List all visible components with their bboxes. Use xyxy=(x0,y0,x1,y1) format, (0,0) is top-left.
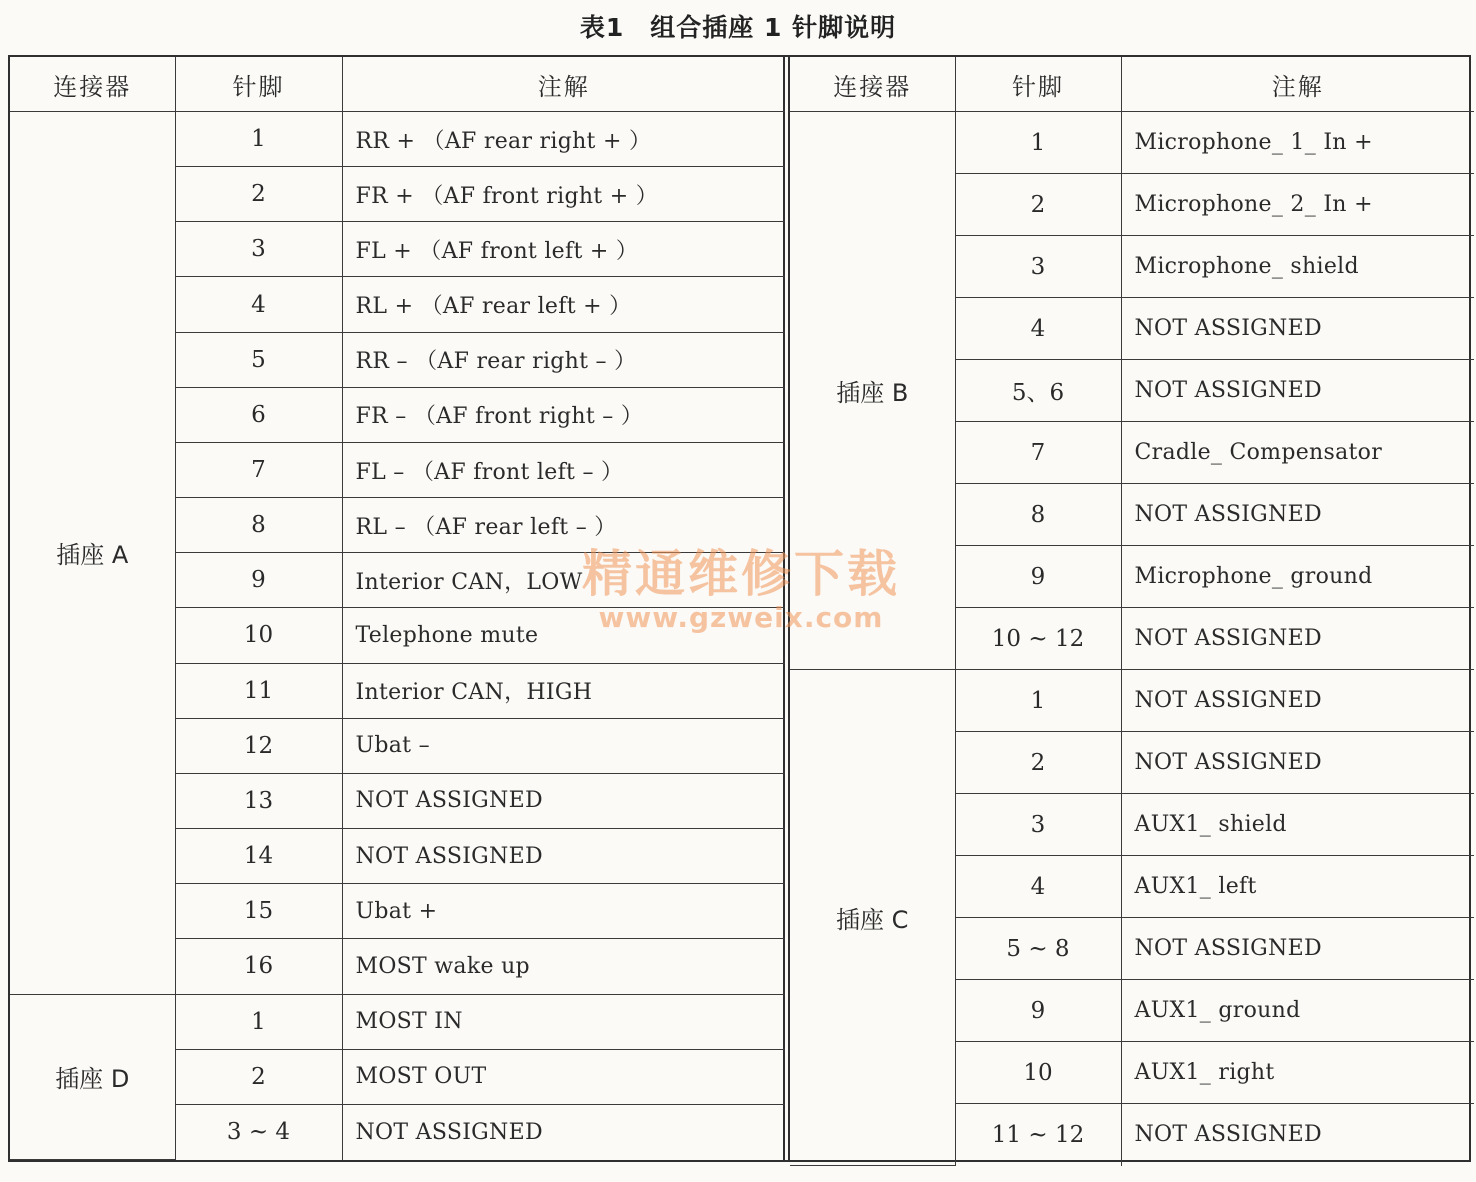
pin-cell: 2 xyxy=(955,732,1121,794)
pin-header: 针脚 xyxy=(175,57,342,112)
pin-cell: 4 xyxy=(955,298,1121,360)
table-row xyxy=(10,994,785,1049)
note-cell: NOT ASSIGNED xyxy=(1121,670,1474,732)
note-cell: FR + （AF front right + ） xyxy=(342,167,785,222)
pin-cell: 1 xyxy=(175,112,342,167)
note-cell: Cradle_ Compensator xyxy=(1121,422,1474,484)
note-cell: NOT ASSIGNED xyxy=(1121,918,1474,980)
pin-table xyxy=(8,55,1471,1162)
note-cell: Telephone mute xyxy=(342,608,785,663)
left-table xyxy=(10,57,785,1160)
note-cell: MOST IN xyxy=(342,994,785,1049)
note-cell: NOT ASSIGNED xyxy=(342,773,785,828)
pin-cell: 6 xyxy=(175,387,342,442)
pin-cell: 10 ~ 12 xyxy=(955,608,1121,670)
pin-cell: 4 xyxy=(175,277,342,332)
pin-cell: 10 xyxy=(175,608,342,663)
pin-cell: 10 xyxy=(955,1042,1121,1104)
connector-cell: 插座 C xyxy=(790,670,955,1166)
note-cell: Microphone_ 2_ In + xyxy=(1121,174,1474,236)
note-cell: Interior CAN，LOW xyxy=(342,553,785,608)
note-cell: AUX1_ ground xyxy=(1121,980,1474,1042)
pin-cell: 2 xyxy=(175,167,342,222)
watermark-url: www.gzweix.com xyxy=(598,601,884,634)
note-cell: FR – （AF front right – ） xyxy=(342,387,785,442)
pin-cell: 15 xyxy=(175,884,342,939)
note-cell: RL – （AF rear left – ） xyxy=(342,498,785,553)
pin-cell: 9 xyxy=(175,553,342,608)
watermark-title: 精通维修下载 xyxy=(582,545,900,603)
note-header: 注解 xyxy=(1121,57,1474,112)
pin-cell: 3 xyxy=(955,794,1121,856)
pin-cell: 8 xyxy=(175,498,342,553)
pin-cell: 5 ~ 8 xyxy=(955,918,1121,980)
pin-cell: 5、6 xyxy=(955,360,1121,422)
pin-cell: 3 ~ 4 xyxy=(175,1104,342,1159)
pin-header: 针脚 xyxy=(955,57,1121,112)
pin-cell: 1 xyxy=(955,112,1121,174)
connector-cell: 插座 B xyxy=(790,112,955,670)
note-cell: Ubat + xyxy=(342,884,785,939)
right-table xyxy=(790,57,1474,1166)
note-cell: FL – （AF front left – ） xyxy=(342,442,785,497)
table-caption: 表1 组合插座 1 针脚说明 xyxy=(579,13,897,42)
left-half-table xyxy=(10,57,785,1160)
table-row xyxy=(790,112,1474,174)
note-cell: MOST OUT xyxy=(342,1049,785,1104)
pin-cell: 2 xyxy=(175,1049,342,1104)
note-cell: Microphone_ 1_ In + xyxy=(1121,112,1474,174)
note-cell: NOT ASSIGNED xyxy=(342,829,785,884)
header-row xyxy=(790,57,1474,112)
pin-cell: 2 xyxy=(955,174,1121,236)
pin-cell: 7 xyxy=(175,442,342,497)
connector-cell: 插座 D xyxy=(10,994,175,1160)
note-cell: NOT ASSIGNED xyxy=(342,1104,785,1159)
pin-cell: 3 xyxy=(175,222,342,277)
note-cell: AUX1_ right xyxy=(1121,1042,1474,1104)
note-cell: NOT ASSIGNED xyxy=(1121,298,1474,360)
note-cell: MOST wake up xyxy=(342,939,785,994)
table-row xyxy=(10,112,785,167)
note-cell: RR – （AF rear right – ） xyxy=(342,332,785,387)
note-cell: Ubat – xyxy=(342,718,785,773)
note-cell: NOT ASSIGNED xyxy=(1121,360,1474,422)
note-cell: NOT ASSIGNED xyxy=(1121,608,1474,670)
pin-cell: 1 xyxy=(175,994,342,1049)
note-cell: RL + （AF rear left + ） xyxy=(342,277,785,332)
pin-cell: 8 xyxy=(955,484,1121,546)
pin-cell: 14 xyxy=(175,829,342,884)
note-cell: Microphone_ ground xyxy=(1121,546,1474,608)
pin-cell: 9 xyxy=(955,980,1121,1042)
right-half-table xyxy=(788,57,1472,1160)
note-cell: FL + （AF front left + ） xyxy=(342,222,785,277)
note-cell: AUX1_ left xyxy=(1121,856,1474,918)
note-cell: Microphone_ shield xyxy=(1121,236,1474,298)
pin-cell: 13 xyxy=(175,773,342,828)
note-header: 注解 xyxy=(342,57,785,112)
pin-cell: 11 ~ 12 xyxy=(955,1104,1121,1166)
note-cell: NOT ASSIGNED xyxy=(1121,1104,1474,1166)
header-row xyxy=(10,57,785,112)
pin-cell: 12 xyxy=(175,718,342,773)
pin-cell: 5 xyxy=(175,332,342,387)
pin-cell: 1 xyxy=(955,670,1121,732)
note-cell: AUX1_ shield xyxy=(1121,794,1474,856)
pin-cell: 9 xyxy=(955,546,1121,608)
note-cell: RR + （AF rear right + ） xyxy=(342,112,785,167)
note-cell: NOT ASSIGNED xyxy=(1121,732,1474,794)
pin-cell: 3 xyxy=(955,236,1121,298)
pin-cell: 16 xyxy=(175,939,342,994)
note-cell: NOT ASSIGNED xyxy=(1121,484,1474,546)
note-cell: Interior CAN，HIGH xyxy=(342,663,785,718)
pin-cell: 7 xyxy=(955,422,1121,484)
table-row xyxy=(790,670,1474,732)
connector-header: 连接器 xyxy=(10,57,175,112)
connector-cell: 插座 A xyxy=(10,112,175,995)
pin-cell: 11 xyxy=(175,663,342,718)
connector-header: 连接器 xyxy=(790,57,955,112)
pin-cell: 4 xyxy=(955,856,1121,918)
